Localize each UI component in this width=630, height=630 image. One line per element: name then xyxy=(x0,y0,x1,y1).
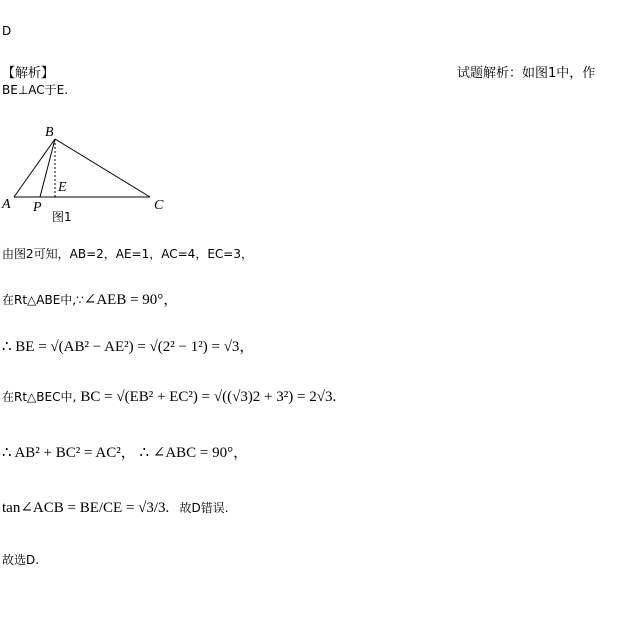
step-6-suffix: 故D错误. xyxy=(179,501,229,515)
step-2 xyxy=(2,288,178,309)
answer-text: D xyxy=(2,24,12,38)
analysis-intro: 试题解析：如图1中，作 xyxy=(457,66,596,81)
conclusion: 故选D. xyxy=(2,553,40,567)
label-c: C xyxy=(154,198,164,213)
step-4-prefix: 在Rt△BEC中, xyxy=(2,390,77,404)
step-2-math: ∠AEB = 90°， xyxy=(83,292,179,308)
triangle-figure xyxy=(0,122,175,227)
side-ab xyxy=(14,139,55,197)
analysis-label: 【解析】 xyxy=(2,66,55,81)
given-values: 由图2可知，AB=2，AE=1，AC=4，EC=3， xyxy=(2,247,253,261)
label-a: A xyxy=(2,197,11,212)
figure-caption: 图1 xyxy=(52,210,72,224)
step-4-math: BC = √(EB² + EC²) = √((√3)2 + 3²) = 2√3. xyxy=(80,389,337,405)
label-p: P xyxy=(33,200,42,215)
construction-line: BE⊥AC于E. xyxy=(2,83,69,97)
segment-bp xyxy=(40,139,55,197)
label-e: E xyxy=(58,180,67,195)
label-b: B xyxy=(45,125,54,140)
side-bc xyxy=(55,139,150,197)
step-6-math: tan∠ACB = BE/CE = √3/3. xyxy=(2,500,170,516)
step-2-prefix: 在Rt△ABE中,∵ xyxy=(2,293,84,307)
step-5-math: ∴ AB² + BC² = AC²， ∴ ∠ABC = 90°， xyxy=(2,445,249,461)
step-3-math: ∴ BE = √(AB² − AE²) = √(2² − 1²) = √3， xyxy=(2,339,255,355)
step-4 xyxy=(2,388,336,406)
step-6 xyxy=(2,498,229,517)
